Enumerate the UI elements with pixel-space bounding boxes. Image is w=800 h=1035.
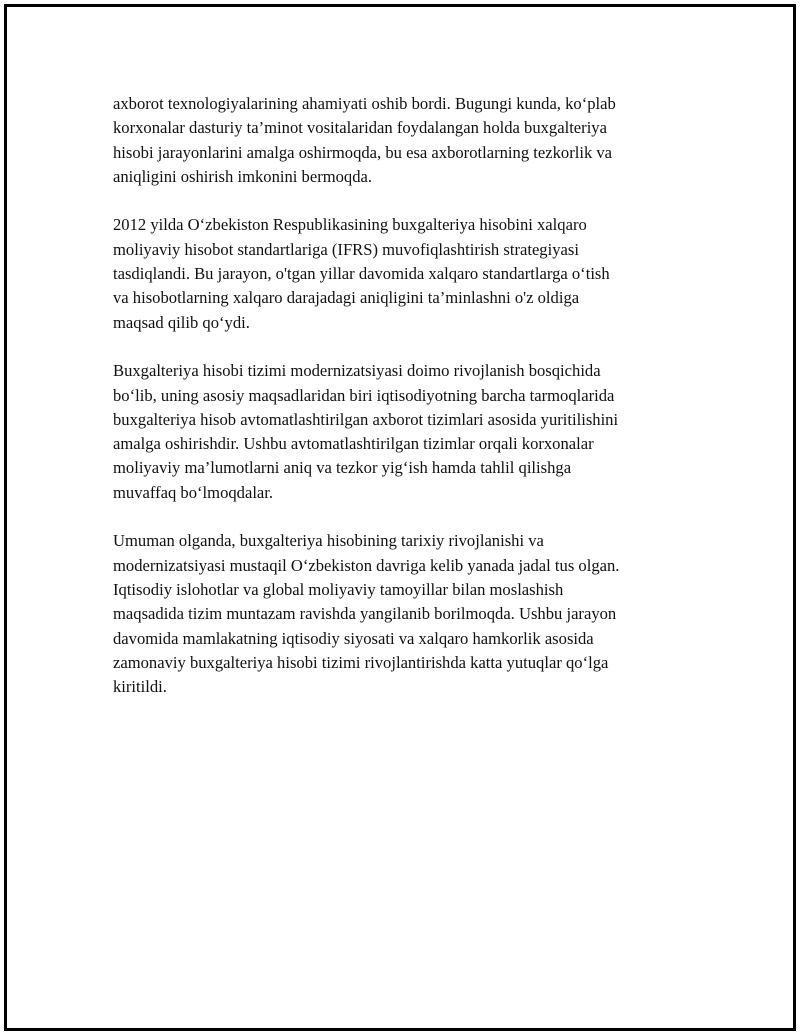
paragraph-1: axborot texnologiyalarining ahamiyati oshib bordi. Bugungi kunda, ko‘plab korxonalar dasturiy ta’minot vositalaridan foydalangan holda buxgalteriya hisobi jarayonlarini amalga oshirmoqda, bu esa axborotlarning tezkorlik va aniqligini oshirish imkonini bermoqda.: [113, 94, 616, 186]
paragraph-2: 2012 yilda O‘zbekiston Respublikasining buxgalteriya hisobini xalqaro moliyaviy hisobot standartlariga (IFRS) muvofiqlashtirish strategiyasi tasdiqlandi. Bu jarayon, o'tgan yillar davomida xalqaro standartlarga o‘tish va hisobotlarning xalqaro darajadagi aniqligini ta’minlashni o'z oldiga maqsad qilib qo‘ydi.: [113, 215, 610, 332]
document-body: [113, 92, 688, 724]
paragraph-3: Buxgalteriya hisobi tizimi modernizatsiyasi doimo rivojlanish bosqichida bo‘lib, uning asosiy maqsadlaridan biri iqtisodiyotning barcha tarmoqlarida buxgalteriya hisob avtomatlashtirilgan axborot tizimlari asosida yuritilishini amalga oshirishdir. Ushbu avtomatlashtirilgan tizimlar orqali korxonalar moliyaviy ma’lumotlarni aniq va tezkor yig‘ish hamda tahlil qilishga muvaffaq bo‘lmoqdalar.: [113, 361, 619, 502]
paragraph-4: Umuman olganda, buxgalteriya hisobining tarixiy rivojlanishi va modernizatsiyasi mustaqil O‘zbekiston davriga kelib yanada jadal tus olgan. Iqtisodiy islohotlar va global moliyaviy tamoyillar bilan moslashish maqsadida tizim muntazam ravishda yangilanib borilmoqda. Ushbu jarayon davomida mamlakatning iqtisodiy siyosati va xalqaro hamkorlik asosida zamonaviy buxgalteriya hisobi tizimi rivojlantirishda katta yutuqlar qo‘lga kiritildi.: [113, 531, 620, 697]
